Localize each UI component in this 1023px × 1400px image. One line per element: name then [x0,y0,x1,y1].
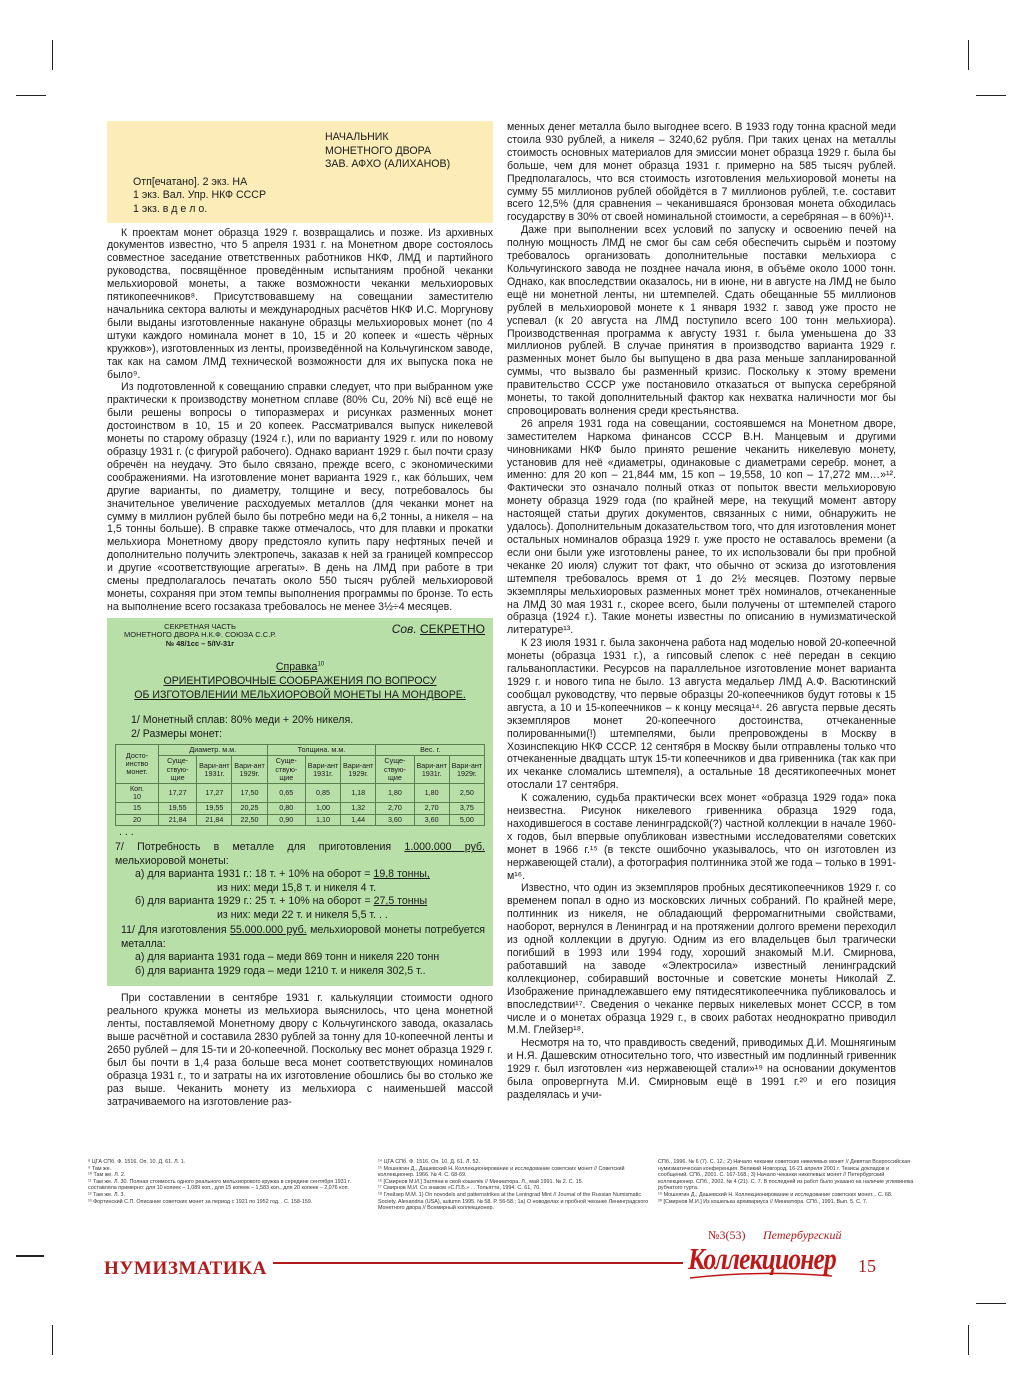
table-cell: 2,70 [414,803,449,814]
table-header: Диаметр. м.м. [158,745,267,756]
text-span: 11/ Для изготовления [121,924,231,937]
table-header: Досто-инство монет. [116,745,159,784]
distribution-block [133,176,485,217]
table-subheader: Вари-ант 1931г. [305,756,340,784]
table-subheader: Вари-ант 1931г. [197,756,232,784]
table-cell: 2,70 [376,803,414,814]
table-subheader: Вари-ант 1931г. [414,756,449,784]
footnote: ¹⁰ Там же. Л. 2. [88,1172,126,1179]
table-subheader: Вари-ант 1929г. [232,756,267,784]
sig-line: ЗАВ. АФХО (АЛИХАНОВ) [325,158,451,171]
crop-mark-tl-h [16,95,46,96]
crop-mark-tr-h [976,95,1006,96]
paragraph: Даже при выполнении всех условий по запуску и освоению печей на полную мощность ЛМД не смог бы сам себя обеспечить сырьём и поэтому требовалось организовать дополнительные поставки мельхиора с Кольчугинского завода не позднее начала июня, в объёме около 1000 тонн. Однако, как впоследствии оказалось, ни в июне, ни в августе на ЛМД не было ещё ни монетной ленты, ни штемпелей. Сдать обещанные 55 миллионов рублей в мельхиоровой монете к 1 января 1932 г. завод уже просто не успевал (к 20 августа на ЛМД поступило всего 100 тонн мельхиора). Производственная программа к августу 1931 г. была уменьшена до 33 миллионов рублей. В случае принятия в производство варианта 1929 г. разменных монет было бы выпущено в два раза меньше запланированной суммы, что вызвало бы разменный кризис. Поскольку к этому времени правительство СССР уже постановило отказаться от выпуска серебряной монеты, то такой дополнительный фактор как нехватка наличности мог бы спровоцировать волнения среди крестьянства. [507,224,896,417]
text-span: мельхиоровой монеты: [115,854,229,867]
table-cell: 17,50 [232,784,267,803]
table-cell: 0,90 [267,814,305,825]
right-column [507,121,896,1102]
footnotes-col-2 [378,1159,650,1212]
footnote: ¹⁶ [Смирнов М.И.] Загляни в свой кошелёк // Миниатюра. Л., май 1991. № 2. С. 15. [378,1178,584,1185]
table-cell: 1,80 [414,784,449,803]
amount: 1.000.000 руб. [404,841,485,854]
title-line: ОБ ИЗГОТОВЛЕНИИ МЕЛЬХИОРОВОЙ МОНЕТЫ НА МОНДВОРЕ. [134,689,466,702]
table-cell: 0,80 [267,803,305,814]
table-subheader: Суще-ствую-щие [158,756,196,784]
table-subheader: Суще-ствую-щие [376,756,414,784]
table-cell: 1,10 [305,814,340,825]
table-cell: 1,32 [341,803,376,814]
table-header: Толщина. м.м. [267,745,376,756]
table-cell: 3,60 [414,814,449,825]
ellipsis: . . . [119,825,134,838]
table-subheader: Вари-ант 1929г. [341,756,376,784]
paragraph: Несмотря на то, что правдивость сведений, приводимых Д.И. Мошнягиным и Н.Я. Дашевским относительно того, что известный им подлинный гривенник 1929 г. был изготовлен «из нержавеющей стали»¹⁹ на основании документов была опровергнута М.И. Смирновым ещё в 1991 г.²⁰ и его позиция разделялась и учи- [507,1037,896,1101]
table-cell: 19,55 [197,803,232,814]
issue-number: №3(53) [708,1228,746,1242]
spravka-document [107,618,493,987]
footnote: ¹¹ Там же. Л. 30. Полная стоимость одного реального мельхиорового кружка в середине сентября 1931 г. составляла примерно: для 10 копеек – 1,089 коп., для 15 копеек – 1,583 коп., для 20 копеек – 2,076 коп. [88,1178,351,1192]
classification-label: СЕКРЕТНО [420,621,485,636]
table-cell: 21,84 [158,814,196,825]
spravka-item: 1/ Монетный сплав: 80% меди + 20% никеля. [131,714,354,727]
crop-mark-br-v [968,1325,969,1355]
stamp-line: СЕКРЕТНАЯ ЧАСТЬ [164,621,236,631]
table-cell: 5,00 [449,814,484,825]
sig-line: МОНЕТНОГО ДВОРА [325,144,432,157]
signature-block [325,131,485,172]
table-cell: 20,25 [232,803,267,814]
page-number: 15 [858,1256,876,1276]
table-row [116,784,485,803]
footnote: ¹⁵ Мошнягин Д., Дашевский Н. Коллекционирование и исследование советских монет // Советский коллекционер. 1966. № 4. С. 68-69. [378,1165,625,1179]
spravka-item-11 [115,924,485,951]
spravka-subitem-detail: из них: меди 22 т. и никеля 5,5 т. . . [217,908,388,921]
paragraph: К 23 июля 1931 г. была закончена работа над моделью новой 20-копеечной монеты (образца 1931 г.), а гипсовый слепок с неё передан в секцию гальванопластики. Ресурсов на параллельное изготовление монет варианта 1929 г. и нового типа не было. 13 августа медальер ЛМД А.Ф. Васютинский сообщал руководству, что первые образцы 20-копеечников будут готовы к 15 августа, а 10 и 15-копеечников – к концу месяца¹⁴. 26 августа первые десять экземпляров монет 20-копеечного достоинства, отчеканенные полированными(!) штемпелями, были препровождены в Москву в Хозинспекцию НКФ СССР. 12 сентября в Москву были отправлены только что отчеканенные двадцать штук 15-ти копеечников и два гривенника (так как при их чеканке сломались штемпеля), а остальные 18 десятикопеечных монет отослали 17 сентября. [507,637,896,792]
kop-label: Коп. [129,784,145,794]
footnotes-col-3 [658,1159,916,1205]
classification [392,623,485,637]
stamp-line: № 48/1сс – 5/IV-31г [165,638,235,648]
stamp-line: МОНЕТНОГО ДВОРА Н.К.Ф. СОЮЗА С.С.Р. [124,630,276,640]
paragraph: При составлении в сентябре 1931 г. калькуляции стоимости одного реального кружка монеты из мельхиора выяснилось, что цена монетной ленты, поставляемой Монетному двору с Кольчугинского завода, оказалась выше расчётной и составила 2830 рублей за тонну для 10-копеечной ленты и 2650 рублей – для 15-ти и 20-копеечной. Поскольку вес монет образца 1929 г. был бы почти в 1,4 раза больше веса монет соответствующих номиналов образца 1931 г., то и затраты на их изготовление обошлись бы во столько же раз выше. Чеканить монету из мельхиора с наименьшей массой затрачиваемого на изготовление раз- [107,992,493,1108]
spravka-title [115,660,485,702]
footnotes-col-1 [88,1159,370,1205]
paragraph: 26 апреля 1931 года на совещании, состоявшемся на Монетном дворе, заместителем Наркома финансов СССР В.Н. Манцевым и другими чиновниками НКФ было принято решение чеканить никелевую монету, установив для неё «диаметры, одинаковые с диаметрами серебр. монет, а именно: для 20 коп – 21,844 мм, 15 коп – 19,558, 10 коп – 17,272 мм…»¹². Фактически это означало полный отказ от попыток ввести мельхиоровую монету образца 1929 года (по крайней мере, на текущий момент автору настоящей статьи других документов, связанных с ними, обнаружить не удалось). Дополнительным доказательством того, что для изготовления монет остальных номиналов образца 1929 г. уже просто не оставалось времени (а если они были уже изготовлены ранее, то их использовали бы при пробной чеканке 20 июля) служит тот факт, что обычно от эскиза до изготовления штемпеля требовалось время от 1 до 2½ месяцев. Поэтому первые экземпляры мельхиоровых разменных монет трёх номиналов, отчеканенные на ЛМД 30 мая 1931 г., скорее всего, были получены от штемпелей старого образца (1924 г.). Такие монеты известны по описанию в нумизматической литературе¹³. [507,417,896,637]
crop-mark-tl-v [52,40,53,70]
table-cell: 3,75 [449,803,484,814]
left-column [107,121,493,1109]
crop-mark-tr-v [968,40,969,70]
distribution-line: 1 экз. в д е л о. [133,202,208,215]
paragraph: Известно, что один из экземпляров пробных десятикопеечников 1929 г. со временем попал в одно из московских личных собраний. По крайней мере, полтинник из никеля, не обладающий ферромагнитными свойствами, наоборот, вернулся в Ленинград и на протяжении долгого времени переходил из одной коллекции в другую. Одним из его владельцев был трагически погибший в 1993 или 1994 году, хороший знакомый М.И. Смирнова, работавший на заводе «Электросила» известный ленинградский коллекционер, собиравший восточные и советские монеты Николай Z. Изображение принадлежавшего ему пятидесятикопеечника публиковалось и впоследствии¹⁷. Сведения о чеканке первых никелевых монет СССР, в том числе и о монетах образца 1929 г., в своих работах неоднократно приводил М.М. Глейзер¹⁸. [507,882,896,1037]
spravka-subitem [115,895,485,909]
signature-box [107,121,493,223]
spravka-subitem [115,868,485,882]
table-cell: 19,55 [158,803,196,814]
text-span: а) для варианта 1931 г.: 18 т. + 10% на оборот = [135,868,374,881]
amount: 19,8 тонны, [373,868,430,881]
crop-mark-bl-h [16,1255,44,1257]
footnote: СПб., 1996. № 6 (7). С. 12.; 2) Начало чеканки советских никелевых монет // Девятая Всероссийская нумизматическая конференция. Великий Новгород, 16-21 апреля 2001 г. Тезисы докладов и сообщений. СПб., 2001. С. 167-168.; 3) Начало чеканки никелевых монет // Петербургский коллекционер. СПб., 2002. № 4 (21). С. 7. В последней из работ было указано на наличие углевиняка рубчатого гурта. [658,1159,914,1192]
table-cell: 1,18 [341,784,376,803]
amount: 27,5 тонны [373,895,428,908]
table-cell: 15 [116,803,159,814]
spravka-item-7 [115,841,485,868]
coin-sizes-table [115,744,485,826]
classification-prefix: Сов. [391,621,417,636]
table-cell: 22,50 [232,814,267,825]
paragraph: Из подготовленной к совещанию справки следует, что при выбранном уже практически к производству монетном сплаве (80% Cu, 20% Ni) всё ещё не были решены вопросы о типоразмерах и рисунках разменных монет достоинством в 10, 15 и 20 копеек. Рассматривался выпуск никелевой монеты по старому образцу (1924 г.), или по варианту 1929 г. или по новому образцу 1931 г. (с фигурой рабочего). Однако вариант 1929 г. был почти сразу обречён на неудачу. Это было связано, прежде всего, с экономическими соображениями. На изготовление монет варианта 1929 г., как бо́льших, чем другие варианты, по диаметру, толщине и весу, потребовалось бы значительное увеличение расходуемых металлов (для чеканки монет на сумму в миллион рублей было бы потребно меди на 6,2 тонны, а никеля – на 1,5 тонны больше). В справке также отмечалось, что для плавки и прокатки мельхиора Монетному двору предстояло купить пару нефтяных печей и дополнительно получить электропечь, заказав к ней за границей компрессор и другие «соответствующие агрегаты». В день на ЛМД при работе в три смены предполагалось печатать около 550 тысяч рублей мельхиоровой монеты, сохраняя при этом темпы выполнения программы по бронзе. То есть на выполнение всего госзаказа требовалось не менее 3½÷4 месяцев. [107,381,493,613]
table-header-row [116,745,485,756]
footnote: ¹⁹ Мошнягин Д., Дашевский Н. Коллекционирование и исследование советских монет... С. 68. [658,1191,893,1198]
table-header: Вес. г. [376,745,485,756]
table-cell: 20 [116,814,159,825]
title-word: Справка [275,661,318,674]
table-cell: 0,65 [267,784,305,803]
table-cell: 17,27 [197,784,232,803]
crop-mark-bl-v [52,1325,53,1355]
table-row [116,814,485,825]
spravka-subitem-detail: из них: меди 15,8 т. и никеля 4 т. [217,881,377,894]
footnote: ¹⁷ Смирнов М.И. Со знаком «С.П.Б.» . . Тольятти, 1994. С. 61, 70. [378,1185,541,1192]
paragraph: К сожалению, судьба практически всех монет «образца 1929 года» пока неизвестна. Рисунок никелевого гривенника образца 1929 года, находившегося в составе ленинградской(?) частной коллекции в начале 1960-х годов, был впервые опубликован известными исследователями советских монет в 1966 г.¹⁵ (в тексте ошибочно указывалось, что он изготовлен из нержавеющей стали), а фотография полтинника этой же года – только в 1991-м¹⁶. [507,792,896,882]
table-cell [116,784,159,803]
table-cell: 2,50 [449,784,484,803]
table-cell: 1,44 [341,814,376,825]
paragraph: К проектам монет образца 1929 г. возвращались и позже. Из архивных документов известно, что 5 апреля 1931 г. на Монетном дворе состоялось совместное заседание ответственных работников НКФ, ЛМД и партийного руководства, посвящённое проведённым испытаниям пробной чеканки мельхиоровой монеты, а также возможности чеканки мельхиоровых пятикопеечников⁸. Присутствовавшему на совещании заместителю начальника сектора валюты и международных расчётов НКФ И.С. Моргунову были выданы изготовленные накануне образцы мельхиоровых монет (по 4 штуки каждого номинала монет в 10, 15 и 20 копеек и «шесть чёрных кружков»), изготовленных из ленты, произведённой на Кольчугинском заводе, так как на самом ЛМД технической возможности для их выпуска пока не было⁹. [107,226,493,381]
distribution-line: 1 экз. Вал. Упр. НКФ СССР [133,189,267,202]
footnote: ⁹ Там же. [88,1165,112,1172]
paragraph: менных денег металла было выгоднее всего. В 1933 году тонна красной меди стоила 930 рублей, а никеля – 3240,62 рубля. При таких ценах на металлы стоимость основных материалов для эмиссии монет образца 1929 г. была бы больше, чем для монет образца 1931 г. примерно на 585 тысяч рублей. Предполагалось, что вся стоимость изготовления мельхиоровой монеты на сумму 55 миллионов рублей обойдётся в 7 миллионов рублей, т.е. составит всего 12,5% (для сравнения – чеканившаяся бронзовая монета обходилась государству в 30% от своей номинальной стоимости, а серебряная – в 60%)¹¹. [507,121,896,224]
table-subheader: Вари-ант 1929г. [449,756,484,784]
amount: 55.000.000 руб. [230,924,307,937]
section-label: НУМИЗМАТИКА [104,1258,273,1280]
table-subheader-row [116,756,485,784]
table-subheader: Суще-ствую-щие [267,756,305,784]
logo-wordmark: Коллекционер [688,1241,836,1276]
footnote: ¹² Там же. Л. 3. [88,1191,125,1198]
table-cell: 17,27 [158,784,196,803]
spravka-subitem: а) для варианта 1931 года – меди 869 тонн и никеля 220 тонн [135,951,440,964]
distribution-line: Отп[ечатано]. 2 экз. НА [133,175,248,188]
crop-mark-br-h [976,1303,1006,1304]
spravka-item: 2/ Размеры монет: [131,727,223,740]
text-span: б) для варианта 1929 г.: 25 т. + 10% на оборот = [135,895,374,908]
table-cell: 3,60 [376,814,414,825]
logo-subtitle: Петербургский [763,1228,842,1242]
footnote: ²⁰ [Смирнов М.И.] Из кошелька архивариуса // Миниатюра. СПб., 1991. Вып. 5. С. 7. [658,1198,868,1205]
table-cell: 1,00 [305,803,340,814]
footnote: ¹⁸ Глейзер М.М. 1) On novodels and patternstrikes at the Leningrad Mint // Journal of the Russian Numismatic Society. Alexandria (USA), autumn 1995. № 58. P. 56-58.; 1a) О новоделах и пробной чеканке Ленинградского Монетного двора // Всемирный коллекционер. [378,1191,649,1212]
table-cell: 0,85 [305,784,340,803]
table-cell: 21,84 [197,814,232,825]
spravka-subitem: б) для варианта 1929 года – меди 1210 т. и никеля 302,5 т.. [135,964,426,977]
text-span: мельхиоровой монеты потребуется металла: [121,924,486,950]
table-row [116,803,485,814]
footnote-ref: 10 [317,661,325,668]
table-cell: 1,80 [376,784,414,803]
text-span: 7/ Потребность в металле для приготовления [115,841,405,854]
footnote: ⁸ ЦГА СПб. Ф. 1516. Оп. 10. Д. 61. Л. 1. [88,1159,186,1165]
sig-line: НАЧАЛЬНИК [325,131,389,143]
spravka-items [115,714,485,741]
title-line: ОРИЕНТИРОВОЧНЫЕ СООБРАЖЕНИЯ ПО ВОПРОСУ [163,675,437,688]
footnote: ¹³ Фортинский С.П. Описание советских монет за период с 1921 по 1952 год. . С. 158-159. [88,1198,313,1205]
secret-stamp [115,623,285,649]
footnote: ¹⁴ ЦГА СПб. Ф. 1516. Оп. 10. Д. 61. Л. 52. [378,1159,480,1165]
row-label: 10 [132,792,141,802]
spravka-header [115,623,485,649]
